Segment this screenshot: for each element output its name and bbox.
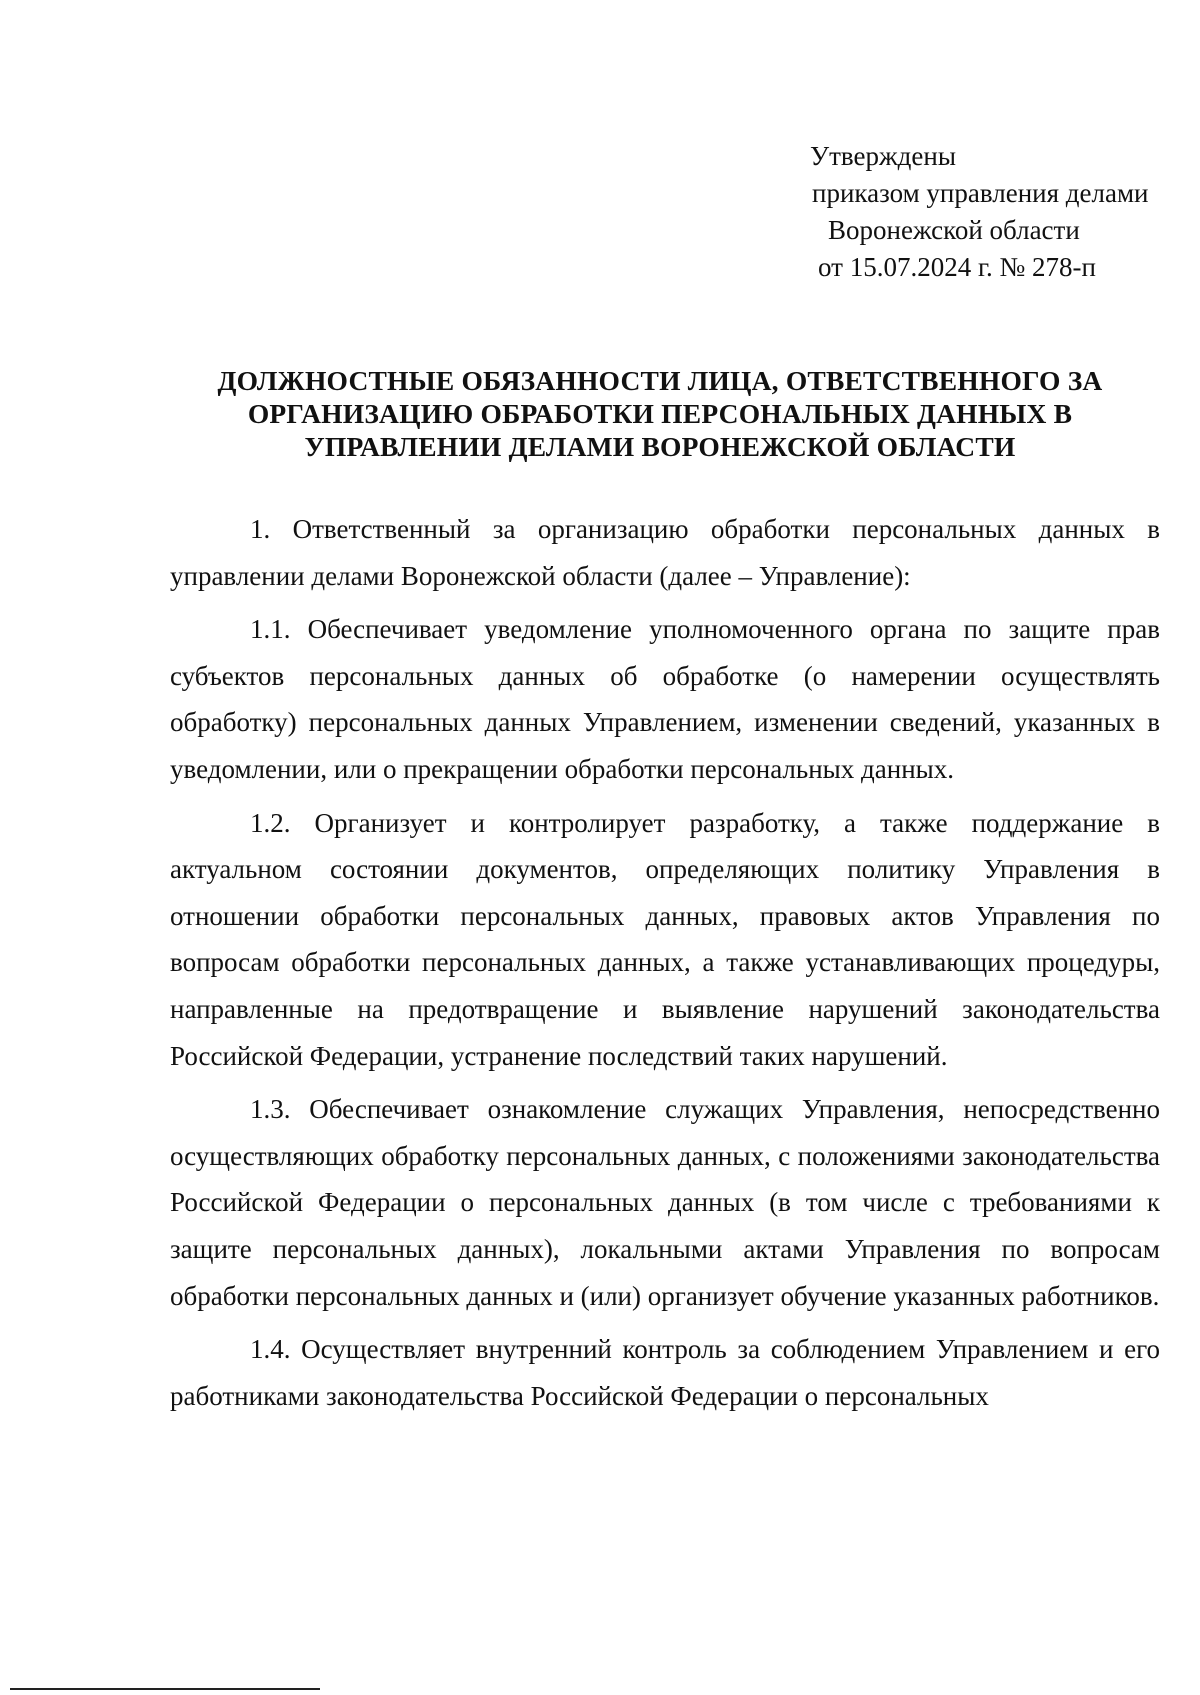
title-line-1: ДОЛЖНОСТНЫЕ ОБЯЗАННОСТИ ЛИЦА, ОТВЕТСТВЕННОГО ЗА <box>217 365 1103 396</box>
approval-line-region: Воронежской области <box>828 215 1080 245</box>
approval-line-date-number: от 15.07.2024 г. № 278-п <box>818 252 1096 282</box>
paragraph-1-4: 1.4. Осуществляет внутренний контроль за соблюдением Управлением и его работниками законодательства Российской Федерации о персональных <box>170 1334 1160 1411</box>
paragraph-1-3: 1.3. Обеспечивает ознакомление служащих Управления, непосредственно осуществляющих обработку персональных данных, с положениями законодательства Российской Федерации о персональных данных (в том числе с требованиями к защите персональных данных), локальными актами Управления по вопросам обработки персональных данных и (или) организует обучение указанных работников. <box>170 1094 1160 1311</box>
paragraph-1-2: 1.2. Организует и контролирует разработку, а также поддержание в актуальном состоянии документов, определяющих политику Управления в отношении обработки персональных данных, правовых актов Управления по вопросам обработки персональных данных, а также устанавливающих процедуры, направленные на предотвращение и выявление нарушений законодательства Российской Федерации, устранение последствий таких нарушений. <box>170 807 1160 1071</box>
approval-line-order: приказом управления делами <box>812 178 1149 208</box>
approval-stamp <box>810 138 1149 286</box>
document-body <box>170 506 1160 1426</box>
footnote-divider <box>10 1688 320 1690</box>
title-line-2: ОРГАНИЗАЦИЮ ОБРАБОТКИ ПЕРСОНАЛЬНЫХ ДАННЫХ В <box>247 398 1073 429</box>
approval-line-approved: Утверждены <box>810 141 956 171</box>
paragraph-1-1: 1.1. Обеспечивает уведомление уполномоченного органа по защите прав субъектов персональных данных об обработке (о намерении осуществлять обработку) персональных данных Управлением, изменении сведений, указанных в уведомлении, или о прекращении обработки персональных данных. <box>170 614 1160 784</box>
paragraph-1: 1. Ответственный за организацию обработки персональных данных в управлении делами Воронежской области (далее – Управление): <box>170 514 1160 591</box>
title-line-3: УПРАВЛЕНИИ ДЕЛАМИ ВОРОНЕЖСКОЙ ОБЛАСТИ <box>304 431 1016 462</box>
document-title <box>180 364 1140 463</box>
